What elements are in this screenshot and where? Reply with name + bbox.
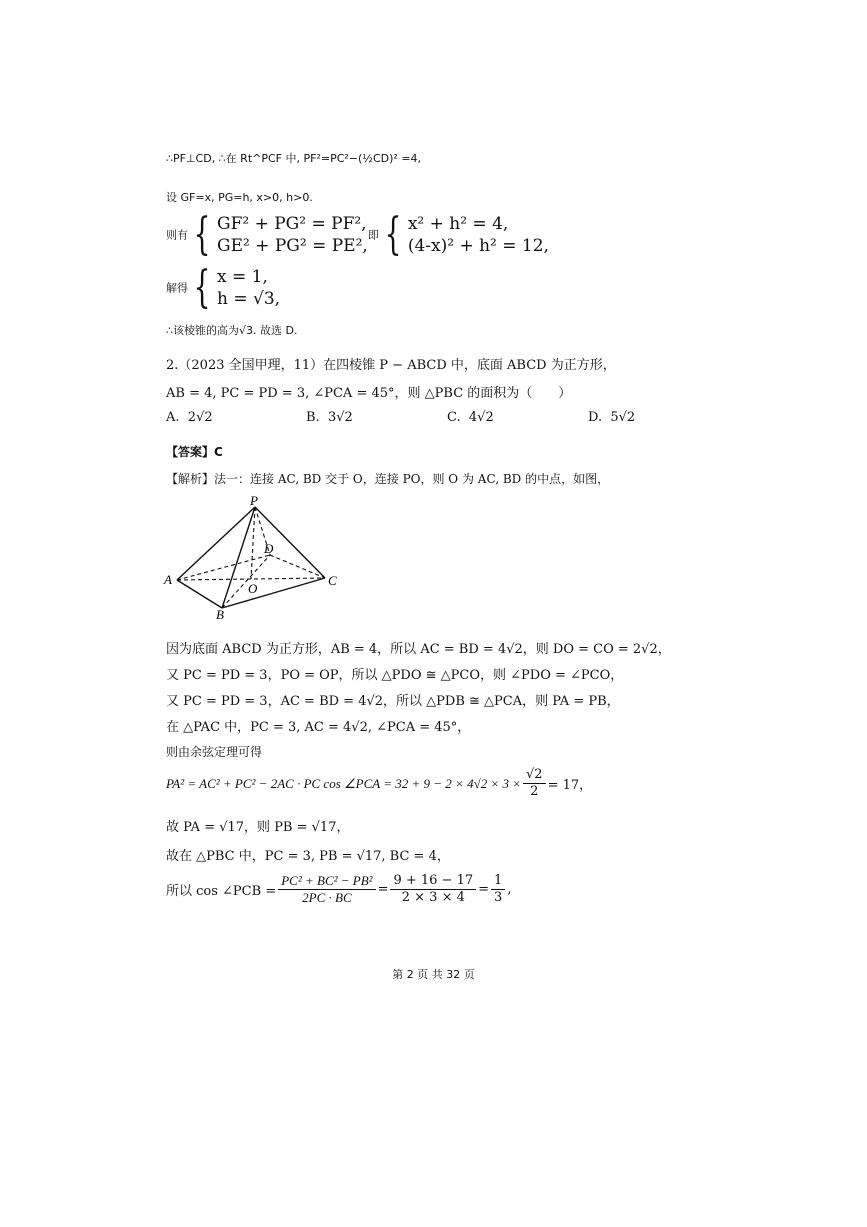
- eq-row-4: (4-x)² + h² = 12,: [407, 236, 549, 256]
- system-prefix: 则有: [166, 228, 188, 242]
- eq-row-2: GE² + PG² = PE²,: [217, 236, 368, 256]
- edge-bc: [222, 578, 325, 608]
- edge-ab: [177, 580, 222, 608]
- text-line-pf: ∴PF⊥CD, ∴在 Rt^PCF 中, PF²=PC²−(½CD)² =4,: [166, 152, 422, 165]
- label-p: P: [250, 495, 258, 508]
- analysis-intro: 【解析】法一：连接 AC, BD 交于 O，连接 PO，则 O 为 AC, BD 的中点，如图，: [166, 472, 610, 486]
- cosine-rhs: = 17，: [547, 778, 593, 793]
- pyramid-figure: [160, 495, 350, 620]
- sol-row-2: h = √3,: [217, 289, 281, 309]
- question-2-line-2: AB = 4, PC = PD = 3, ∠PCA = 45°，则 △PBC 的面积为（ ）: [166, 386, 572, 401]
- step-2: 又 PC = PD = 3，PO = OP，所以 △PDO ≅ △PCO，则 ∠PDO = ∠PCO，: [166, 668, 624, 683]
- cosine-law-equation: [166, 767, 592, 800]
- frac-numeric: $\frac{9 + 16 - 17}{2 \times 3 \times 4}$: [390, 873, 476, 906]
- label-b: B: [216, 607, 224, 620]
- option-d: D. 5√2: [588, 410, 636, 425]
- cosine-lhs: PA² = AC² + PC² − 2AC · PC cos ∠PCA = 32 + 9 − 2 × 4√2 × 3 ×: [166, 775, 521, 791]
- question-2-line-1: 2.（2023 全国甲理，11）在四棱锥 P − ABCD 中，底面 ABCD 为正方形，: [166, 358, 616, 373]
- label-a: A: [164, 572, 172, 587]
- step-5: 则由余弦定理可得: [166, 745, 263, 759]
- system-solution: 解得 { x = 1, h = √3,: [166, 262, 281, 313]
- system-mid: 即: [367, 228, 379, 242]
- step-1: 因为底面 ABCD 为正方形，AB = 4，所以 AC = BD = 4√2，则 DO = CO = 2√2，: [166, 642, 671, 657]
- page-footer: 第 2 页 共 32 页: [392, 968, 475, 981]
- label-c: C: [328, 573, 337, 588]
- answer-label: 【答案】C: [166, 445, 223, 459]
- system-equations-1: 则有 { GF² + PG² = PF², GE² + PG² = PE², 即 { x² + h² = 4, (4-x)² + h² = 12,: [166, 209, 549, 260]
- step-3: 又 PC = PD = 3，AC = BD = 4√2，所以 △PDB ≅ △PCA，则 PA = PB，: [166, 694, 620, 709]
- label-o: O: [248, 581, 258, 596]
- step-8: 故在 △PBC 中，PC = 3, PB = √17, BC = 4，: [166, 849, 450, 864]
- label-d: D: [264, 541, 274, 556]
- option-a: A. 2√2: [166, 410, 213, 425]
- text-line-set: 设 GF=x, PG=h, x>0, h>0.: [166, 191, 313, 204]
- cos-lhs: 所以 cos ∠PCB =: [166, 884, 277, 899]
- eq-row-1: GF² + PG² = PF²,: [217, 214, 367, 234]
- sqrt2-over-2: $\frac{√2}{2}$: [523, 767, 546, 800]
- solution-prefix: 解得: [166, 281, 188, 295]
- diag-bd: [222, 555, 270, 608]
- eq-row-3: x² + h² = 4,: [407, 214, 509, 234]
- sol-row-1: x = 1,: [217, 267, 268, 287]
- edge-dc: [270, 555, 325, 578]
- option-c: C. 4√2: [447, 410, 494, 425]
- text-line-height: ∴该棱锥的高为√3. 故选 D.: [166, 324, 298, 337]
- frac-result: $\frac{1}{3}$: [491, 873, 505, 906]
- option-b: B. 3√2: [306, 410, 353, 425]
- step-4: 在 △PAC 中，PC = 3, AC = 4√2, ∠PCA = 45°，: [166, 720, 471, 735]
- frac-general: $\frac{\text{PC² + BC² − PB²}}{2PC \cdot BC}$: [278, 873, 375, 906]
- step-7: 故 PA = √17，则 PB = √17，: [166, 820, 350, 835]
- cos-pcb-equation: 所以 cos ∠PCB = $\frac{\text{PC² + BC² − PB²}}{2PC \cdot BC}$ = $\frac{9 + 16 - 17}{2 \times 3 \times 4}$ = $\frac{1}{3}$ ,: [166, 873, 512, 905]
